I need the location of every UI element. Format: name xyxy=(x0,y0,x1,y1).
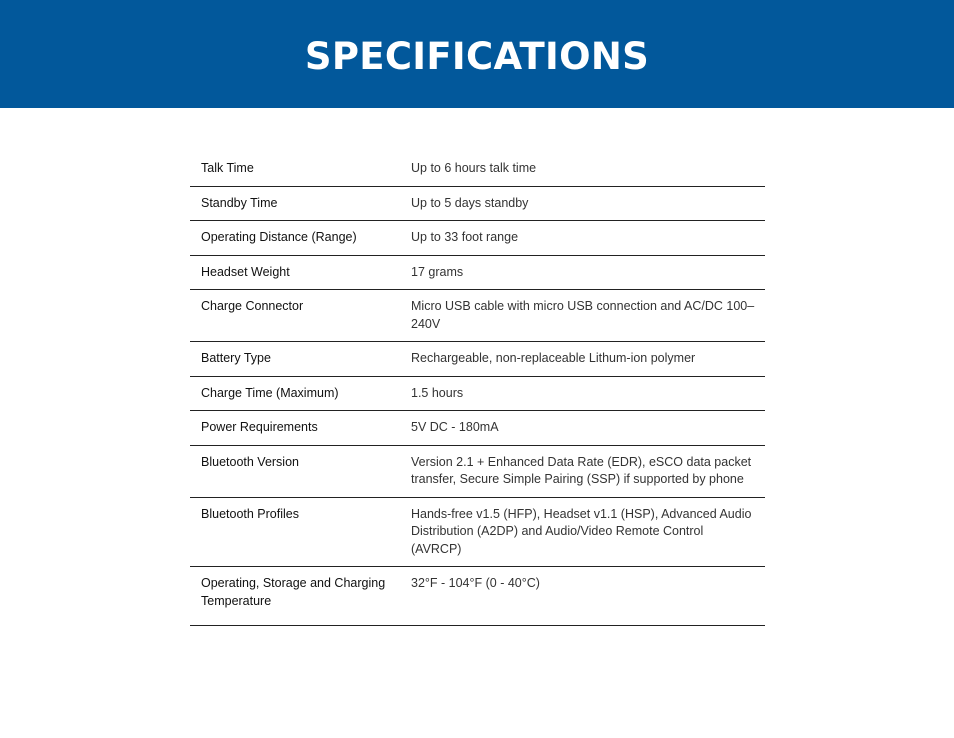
spec-value: Version 2.1 + Enhanced Data Rate (EDR), eSCO data packet transfer, Secure Simple Pairing (SSP) if supported by phone xyxy=(411,454,752,486)
spec-value: Up to 6 hours talk time xyxy=(411,161,537,175)
table-row xyxy=(190,152,765,186)
table-row xyxy=(190,376,765,411)
table-row xyxy=(190,221,765,256)
spec-label: Bluetooth Profiles xyxy=(201,506,299,521)
spec-value: 17 grams xyxy=(411,264,464,279)
spec-label: Charge Connector xyxy=(201,299,304,313)
table-row xyxy=(190,255,765,290)
spec-value: Hands-free v1.5 (HFP), Headset v1.1 (HSP), Advanced Audio Distribution (A2DP) and Audio/Video Remote Control (AVRCP) xyxy=(411,506,752,556)
table-row xyxy=(190,290,765,342)
page-title: SPECIFICATIONS xyxy=(304,34,650,78)
header-banner xyxy=(0,0,954,108)
table-row xyxy=(190,411,765,446)
spec-label: Battery Type xyxy=(201,351,271,365)
spec-value: Up to 33 foot range xyxy=(411,230,519,244)
spec-value: 5V DC - 180mA xyxy=(411,420,499,434)
spec-value: Micro USB cable with micro USB connection and AC/DC 100–240V xyxy=(411,299,755,331)
spec-value: 32°F - 104°F (0 - 40°C) xyxy=(411,576,540,590)
specifications-table xyxy=(190,152,765,626)
spec-value: Up to 5 days standby xyxy=(411,195,529,210)
table-row xyxy=(190,567,765,626)
spec-label: Standby Time xyxy=(201,195,278,210)
spec-value: 1.5 hours xyxy=(411,385,464,400)
spec-label: Talk Time xyxy=(201,161,254,175)
table-row xyxy=(190,497,765,567)
spec-label: Headset Weight xyxy=(201,264,290,279)
table-row xyxy=(190,186,765,221)
spec-label: Charge Time (Maximum) xyxy=(201,385,339,400)
spec-label: Operating Distance (Range) xyxy=(201,230,357,244)
spec-value: Rechargeable, non-replaceable Lithum-ion polymer xyxy=(411,351,696,365)
spec-label: Operating, Storage and Charging Temperature xyxy=(201,576,386,608)
table-row xyxy=(190,445,765,497)
spec-label: Bluetooth Version xyxy=(201,454,299,469)
table-row xyxy=(190,342,765,377)
spec-label: Power Requirements xyxy=(201,420,318,434)
